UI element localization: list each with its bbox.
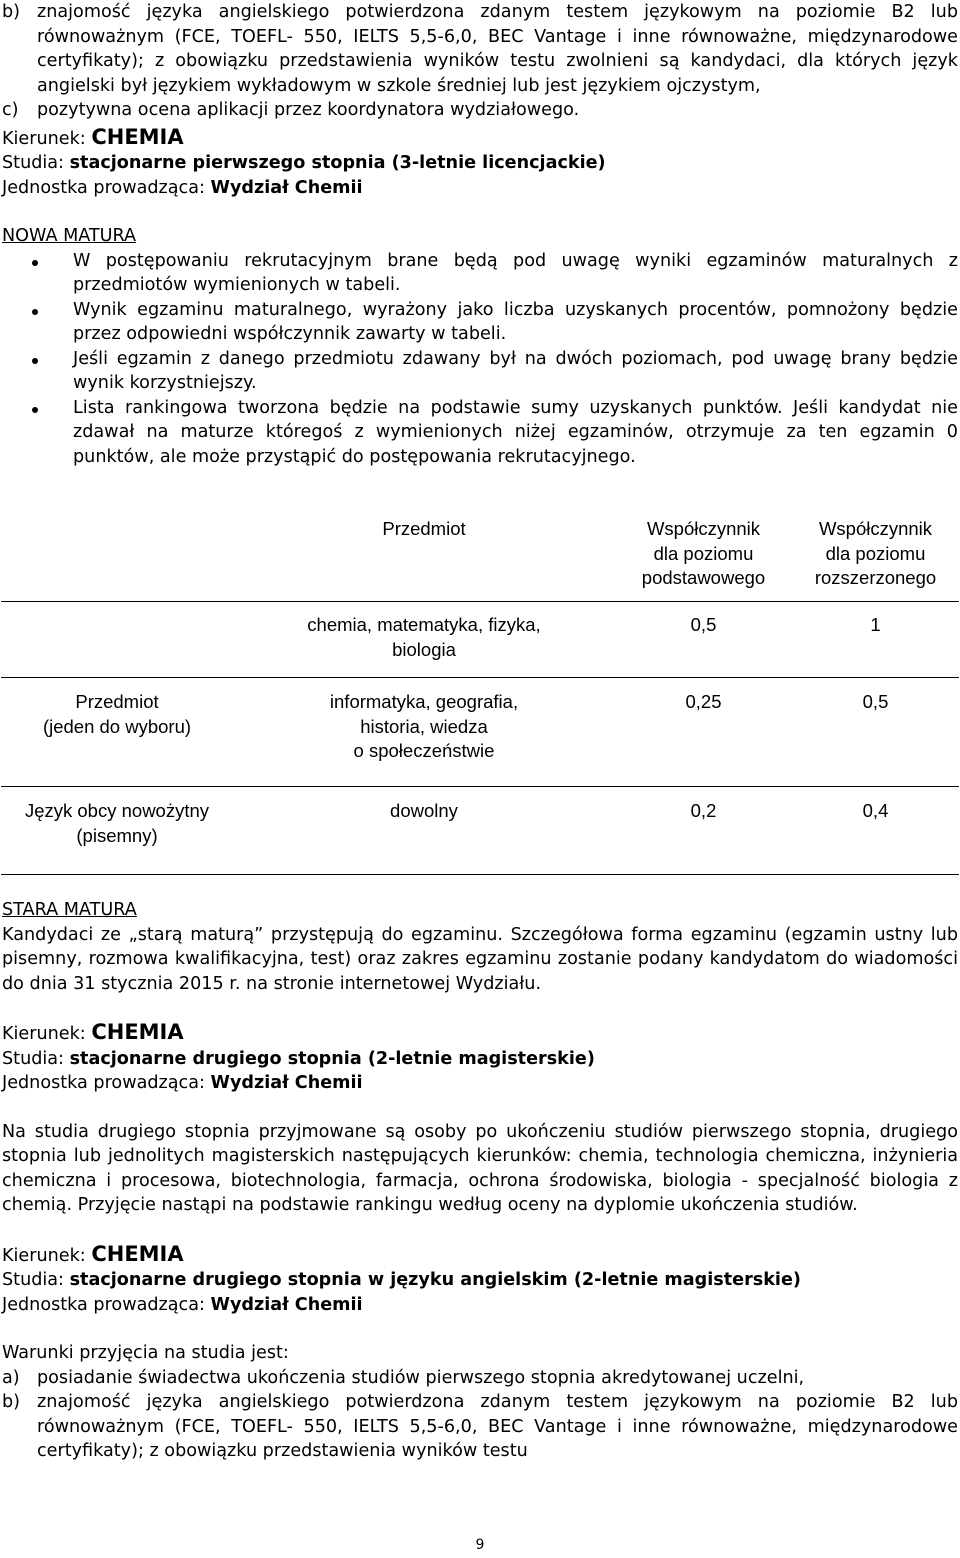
- basic-coef-cell: 0,5: [690, 614, 717, 635]
- item-text: znajomość języka angielskiego potwierdzona zdanym testem językowym na poziomie B2 lub równoważnym (FCE, TOEFL- 550, IELTS 5,5-6,0, BEC Vantage i inne równoważne, międzynarodowe certyfikaty); z obowiązku przedstawienia wyników testu: [37, 1392, 958, 1461]
- subject-cell: dowolny: [390, 800, 458, 821]
- coefficients-table: [1, 505, 959, 875]
- kierunek-line: Kierunek: CHEMIA: [2, 1020, 184, 1044]
- requirement-item-a: [2, 1366, 958, 1391]
- studia-line: Studia: stacjonarne pierwszego stopnia (3-letnie licencjackie): [2, 153, 606, 173]
- bullet-item: W postępowaniu rekrutacyjnym brane będą pod uwagę wyniki egzaminów maturalnych z przedmiotów wymienionych w tabeli.: [2, 249, 958, 298]
- basic-coef-cell: 0,2: [690, 800, 717, 821]
- studia-line: Studia: stacjonarne drugiego stopnia w języku angielskim (2-letnie magisterskie): [2, 1270, 801, 1290]
- kierunek-value: CHEMIA: [91, 1020, 184, 1044]
- studia-value: stacjonarne drugiego stopnia (2-letnie magisterskie): [69, 1048, 595, 1069]
- item-text: posiadanie świadectwa ukończenia studiów pierwszego stopnia akredytowanej uczelni,: [37, 1367, 805, 1388]
- nowa-matura-heading: NOWA MATURA: [2, 226, 137, 246]
- extended-coef-cell: 0,4: [862, 800, 889, 821]
- item-marker: c): [2, 100, 19, 120]
- studia-line: Studia: stacjonarne drugiego stopnia (2-letnie magisterskie): [2, 1048, 595, 1069]
- header-extended-level: Współczynnik dla poziomu rozszerzonego: [814, 518, 937, 588]
- document-page: [2, 0, 958, 1464]
- section-header-2: [2, 1020, 958, 1096]
- bullet-item: Lista rankingowa tworzona będzie na podstawie sumy uzyskanych punktów. Jeśli kandydat nie zdawał na maturze któregoś z wymienionych niżej egzaminów, otrzymuje za ten egzamin 0 punktów, ale może przystąpić do postępowania rekrutacyjnego.: [2, 396, 958, 470]
- table-header-row: [1, 505, 959, 602]
- item-text: pozytywna ocena aplikacji przez koordynatora wydziałowego.: [37, 100, 580, 120]
- kierunek-line: Kierunek: CHEMIA: [2, 124, 184, 149]
- warunki-heading: Warunki przyjęcia na studia jest:: [2, 1343, 289, 1363]
- table-row: [1, 678, 959, 787]
- stara-matura-text: Kandydaci ze „starą maturą” przystępują do egzaminu. Szczegółowa forma egzaminu (egzamin ustny lub pisemny, rozmowa kwalifikacyjna, test) oraz zakres egzaminu zostanie podany kandydatom do wiadomości do dnia 31 stycznia 2015 r. na stronie internetowej Wydziału.: [2, 924, 958, 994]
- subject-cell: chemia, matematyka, fizyka, biologia: [307, 614, 541, 660]
- kierunek-line: Kierunek: CHEMIA: [2, 1241, 184, 1266]
- bullet-icon: [32, 407, 38, 413]
- jednostka-value: Wydział Chemii: [210, 1073, 363, 1093]
- bullet-item: Jeśli egzamin z danego przedmiotu zdawany był na dwóch poziomach, pod uwagę brany będzie wynik korzystniejszy.: [2, 347, 958, 396]
- table-row: [1, 787, 959, 875]
- jednostka-value: Wydział Chemii: [210, 1294, 363, 1315]
- header-basic-level: Współczynnik dla poziomu podstawowego: [641, 518, 766, 588]
- section-header-1: [2, 125, 958, 201]
- requirement-item-c: [2, 98, 958, 123]
- header-subject: Przedmiot: [382, 518, 466, 539]
- basic-coef-cell: 0,25: [685, 691, 722, 712]
- requirement-item-b: [2, 1390, 958, 1464]
- page-number: 9: [475, 1537, 485, 1553]
- section2-paragraph: Na studia drugiego stopnia przyjmowane są osoby po ukończeniu studiów pierwszego stopnia, drugiego stopnia lub jednolitych magisterskich następujących kierunków: chemia, technologia chemiczna, inżynieria chemiczna i procesowa, biotechnologia, farmacja, ochrona środowiska, biologia - specjalność biologia z chemią. Przyjęcie nastąpi na podstawie rankingu według oceny na dyplomie ukończenia studiów.: [2, 1121, 958, 1215]
- item-marker: b): [2, 1392, 21, 1412]
- jednostka-line: Jednostka prowadząca: Wydział Chemii: [2, 1294, 363, 1315]
- jednostka-value: Wydział Chemii: [210, 177, 363, 198]
- bullet-item: Wynik egzaminu maturalnego, wyrażony jako liczba uzyskanych procentów, pomnożony będzie przez odpowiedni współczynnik zawarty w tabeli.: [2, 298, 958, 347]
- item-marker: b): [2, 2, 21, 22]
- bullet-icon: [32, 358, 38, 364]
- extended-coef-cell: 0,5: [862, 691, 889, 712]
- item-marker: a): [2, 1367, 20, 1388]
- subject-cell: informatyka, geografia, historia, wiedza o społeczeństwie: [329, 691, 519, 761]
- bullet-icon: [32, 260, 38, 266]
- section-header-3: [2, 1242, 958, 1318]
- jednostka-line: Jednostka prowadząca: Wydział Chemii: [2, 1073, 363, 1093]
- row-label-cell: Przedmiot (jeden do wyboru): [42, 691, 192, 737]
- studia-value: stacjonarne drugiego stopnia w języku angielskim (2-letnie magisterskie): [69, 1270, 801, 1290]
- jednostka-line: Jednostka prowadząca: Wydział Chemii: [2, 177, 363, 198]
- table-row: [1, 602, 959, 678]
- stara-matura-heading: STARA MATURA: [2, 900, 137, 920]
- kierunek-value: CHEMIA: [91, 1241, 184, 1266]
- bullet-icon: [32, 309, 38, 315]
- item-text: znajomość języka angielskiego potwierdzona zdanym testem językowym na poziomie B2 lub równoważnym (FCE, TOEFL- 550, IELTS 5,5-6,0, BEC Vantage i inne równoważne, międzynarodowe certyfikaty); z obowiązku przedstawienia wyników testu zwolnieni są kandydaci, dla których język angielski był językiem wykładowym w szkole średniej lub jest językiem ojczystym,: [37, 2, 958, 96]
- studia-value: stacjonarne pierwszego stopnia (3-letnie licencjackie): [69, 153, 606, 173]
- kierunek-value: CHEMIA: [91, 124, 184, 149]
- row-label-cell: Język obcy nowożytny (pisemny): [24, 800, 210, 846]
- extended-coef-cell: 1: [870, 614, 881, 635]
- requirement-item-b: [2, 0, 958, 98]
